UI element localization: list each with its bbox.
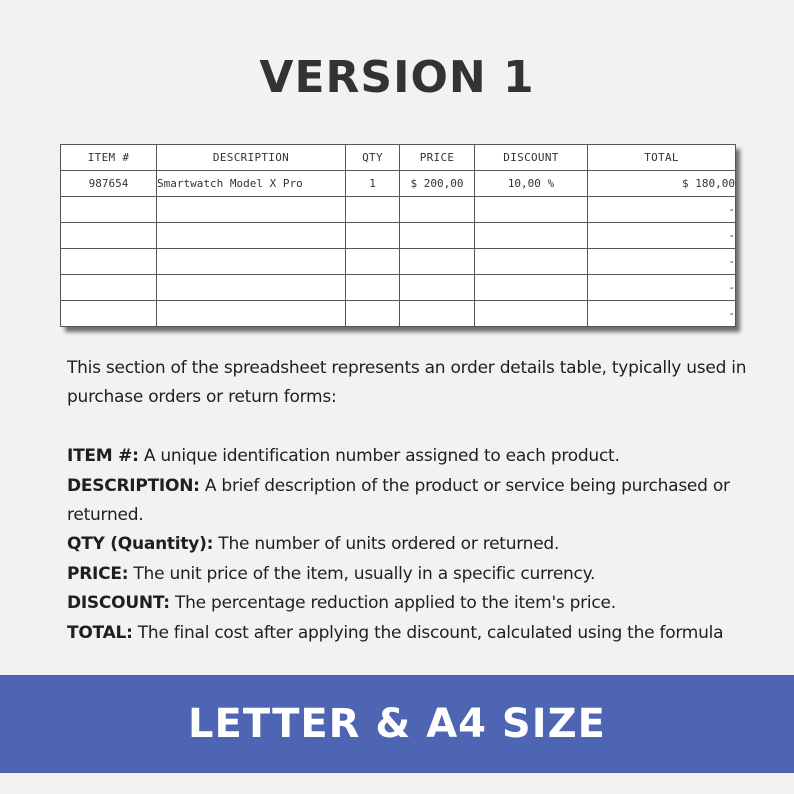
cell-item-number xyxy=(61,223,157,249)
cell-item-number: 987654 xyxy=(61,171,157,197)
order-details-table xyxy=(60,144,736,327)
page-title: VERSION 1 xyxy=(259,52,535,103)
definition-term: QTY (Quantity): xyxy=(67,534,214,555)
cell-discount xyxy=(475,301,588,327)
cell-price xyxy=(400,249,475,275)
cell-discount xyxy=(475,275,588,301)
header-item-number: ITEM # xyxy=(61,145,157,171)
definition-term: DISCOUNT: xyxy=(67,593,170,614)
cell-total: - xyxy=(588,223,736,249)
table-row xyxy=(61,301,736,327)
cell-description xyxy=(157,249,346,275)
table-row xyxy=(61,197,736,223)
cell-discount xyxy=(475,197,588,223)
cell-description xyxy=(157,197,346,223)
definition-text: A brief description of the product or service being purchased or returned. xyxy=(67,475,730,526)
header-discount: DISCOUNT xyxy=(475,145,588,171)
definition-price xyxy=(67,560,747,589)
table-row xyxy=(61,171,736,197)
order-details-table-container xyxy=(60,144,735,327)
cell-total: - xyxy=(588,249,736,275)
cell-price xyxy=(400,223,475,249)
cell-price: $ 200,00 xyxy=(400,171,475,197)
definition-total xyxy=(67,619,747,648)
cell-description xyxy=(157,275,346,301)
cell-total: - xyxy=(588,197,736,223)
cell-discount: 10,00 % xyxy=(475,171,588,197)
cell-qty xyxy=(346,197,400,223)
cell-qty xyxy=(346,301,400,327)
definition-term: ITEM #: xyxy=(67,446,139,467)
cell-description xyxy=(157,301,346,327)
header-description: DESCRIPTION xyxy=(157,145,346,171)
cell-item-number xyxy=(61,197,157,223)
definition-text: The percentage reduction applied to the item's price. xyxy=(169,593,616,614)
cell-qty xyxy=(346,275,400,301)
cell-item-number xyxy=(61,301,157,327)
table-row xyxy=(61,275,736,301)
cell-total: $ 180,00 xyxy=(588,171,736,197)
paragraph-spacer xyxy=(67,413,747,442)
header-total: TOTAL xyxy=(588,145,736,171)
definition-qty xyxy=(67,530,747,559)
definition-term: DESCRIPTION: xyxy=(67,475,200,496)
header-price: PRICE xyxy=(400,145,475,171)
table-header-row xyxy=(61,145,736,171)
cell-total: - xyxy=(588,275,736,301)
intro-paragraph: This section of the spreadsheet represents an order details table, typically used in purchase orders or return forms: xyxy=(67,358,747,408)
table-row xyxy=(61,249,736,275)
cell-total: - xyxy=(588,301,736,327)
definition-text: The number of units ordered or returned. xyxy=(213,534,560,555)
definition-text: The final cost after applying the discount, calculated using the formula xyxy=(132,622,724,643)
cell-qty xyxy=(346,223,400,249)
cell-description: Smartwatch Model X Pro xyxy=(157,171,346,197)
description-section xyxy=(67,354,747,648)
cell-item-number xyxy=(61,275,157,301)
definition-item-number xyxy=(67,442,747,471)
cell-qty xyxy=(346,249,400,275)
cell-price xyxy=(400,275,475,301)
definition-description xyxy=(67,472,747,531)
size-banner xyxy=(0,675,794,773)
definition-text: The unit price of the item, usually in a specific currency. xyxy=(128,563,596,584)
cell-discount xyxy=(475,249,588,275)
definition-term: PRICE: xyxy=(67,563,129,584)
cell-description xyxy=(157,223,346,249)
banner-text: LETTER & A4 SIZE xyxy=(188,701,606,747)
cell-item-number xyxy=(61,249,157,275)
table-row xyxy=(61,223,736,249)
header-qty: QTY xyxy=(346,145,400,171)
cell-discount xyxy=(475,223,588,249)
definition-discount xyxy=(67,589,747,618)
definition-term: TOTAL: xyxy=(67,622,133,643)
cell-qty: 1 xyxy=(346,171,400,197)
cell-price xyxy=(400,301,475,327)
definition-text: A unique identification number assigned to each product. xyxy=(138,446,620,467)
cell-price xyxy=(400,197,475,223)
